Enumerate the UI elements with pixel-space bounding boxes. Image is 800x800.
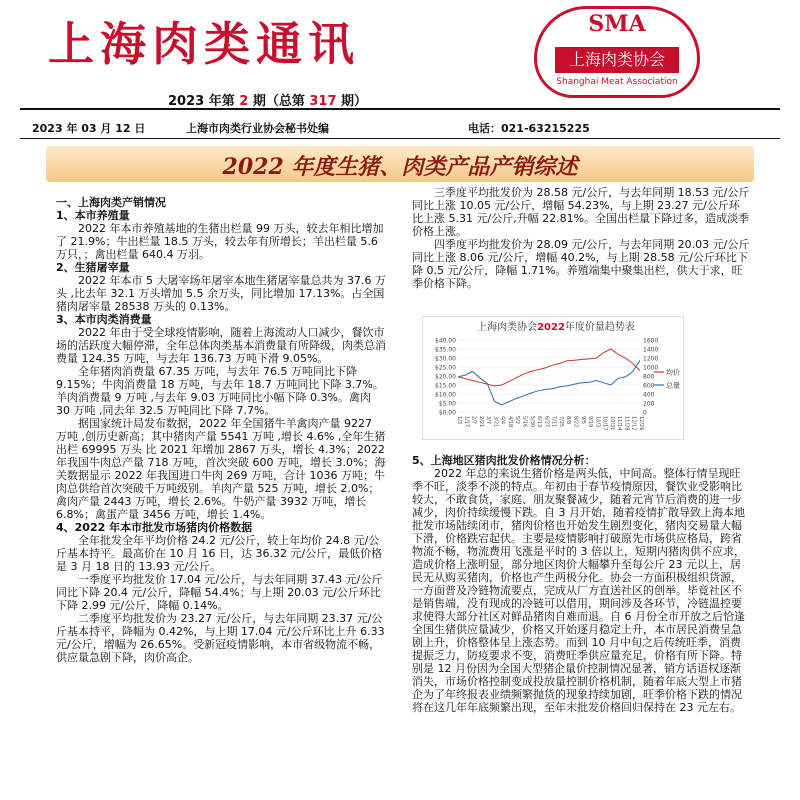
y-left-tick: $40.00: [435, 337, 456, 345]
masthead-title: 上海肉类通讯: [48, 17, 360, 71]
sma-logo: [534, 6, 700, 98]
x-tick: 11/28: [623, 416, 630, 431]
x-tick: 2/7: [470, 416, 477, 425]
y-right-tick: 1600: [643, 337, 659, 345]
paragraph: 一季度平均批发价 17.04 元/公斤，与去年同期 37.43 元/公斤同比下降 20.4 元/公斤，降幅 54.4%；与上期 20.03 元/公斤环比下降 2.99 元/公斤，降幅 0.14%。: [56, 573, 383, 612]
x-tick: 1/17: [463, 416, 470, 428]
section-heading: 3、本市肉类消费量: [56, 313, 152, 326]
x-tick: 1/3: [456, 416, 462, 425]
section-heading: 4、2022 年本市批发市场猪肉价格数据: [56, 521, 253, 534]
x-tick: 4/18: [506, 416, 513, 428]
phone: 电话：021-63215225: [468, 122, 590, 135]
logo-en: Shanghai Meat Association: [556, 77, 678, 87]
divider-top: [20, 108, 780, 110]
y-right-tick: 1000: [643, 364, 659, 372]
issue-total: 317: [309, 94, 337, 109]
x-tick: 7/25: [557, 416, 564, 428]
divider-bottom: [20, 138, 780, 139]
y-left-tick: $20.00: [435, 373, 456, 381]
legend-label: 均价: [666, 368, 680, 377]
x-tick: 5/2: [514, 416, 521, 425]
y-right-tick: 800: [643, 373, 655, 381]
section-heading: 一、上海肉类产销情况: [56, 196, 166, 209]
y-left-tick: $30.00: [435, 355, 456, 363]
x-tick: 2/21: [477, 416, 484, 428]
x-tick: 3/21: [492, 416, 499, 428]
x-tick: 8/8: [565, 416, 572, 425]
x-tick: 10/31: [608, 416, 615, 431]
logo-abbr: SMA: [588, 11, 646, 37]
paragraph: 三季度平均批发价为 28.58 元/公斤，与去年同期 18.53 元/公斤同比上涨 10.05 元/公斤，增幅 54.23%，与上期 23.27 元/公斤环比上涨 5.31 元/公斤,升幅 22.81%。全国出栏量下降过多，造成淡季价格上涨。: [412, 186, 750, 238]
y-right-tick: 0: [643, 409, 647, 417]
y-right-tick: 1400: [643, 346, 659, 354]
paragraph: 二季度平均批发价为 23.27 元/公斤，与去年同期 23.37 元/公斤基本持平，降幅为 0.42%，与上期 17.04 元/公斤环比上升 6.33 元/公斤，增幅为 26.65%。受新冠疫情影响，本市省级物流不畅，供应量急剧下降，肉价高企。: [56, 612, 385, 664]
y-right-tick: 600: [643, 382, 655, 390]
x-tick: 9/5: [579, 416, 586, 425]
chart-title: 上海肉类协会2022年度价量趋势表: [477, 322, 635, 333]
x-tick: 12/12: [630, 416, 637, 431]
y-right-tick: 400: [643, 391, 655, 399]
issue-prefix: 2023 年第: [168, 94, 235, 109]
section-heading: 2、生猪屠宰量: [56, 261, 130, 274]
x-tick: 4/4: [499, 416, 506, 425]
paragraph: 全年猪肉消费量 67.35 万吨，与去年 76.5 万吨同比下降 9.15%；牛肉消费量 18 万吨，与去年 18.7 万吨同比下降 3.7%。羊肉消费量 9 万吨 ,与去年 9.03 万吨同比小幅下降 0.3%。禽肉 30 万吨 ,同去年 32.5 万吨同比下降 7.7%。: [56, 365, 384, 417]
right-column-top: [412, 186, 750, 290]
section-heading: 1、本市养殖量: [56, 209, 130, 222]
chart-svg: [422, 316, 684, 440]
y-right-tick: 200: [643, 400, 655, 408]
x-tick: 5/16: [521, 416, 528, 428]
paragraph: 2022 年本市养殖基地的生猪出栏量 99 万头，较去年相比增加了 21.9%；牛出栏量 18.5 万头，较去年有所增长；羊出栏量 5.6 万只，；禽出栏量 640.4 万羽。: [56, 222, 384, 261]
x-tick: 10/17: [601, 416, 608, 431]
legend-label: 总量: [666, 381, 680, 390]
x-tick: 11/14: [616, 416, 623, 431]
x-tick: 8/22: [572, 416, 579, 428]
y-left-tick: $35.00: [435, 346, 456, 354]
x-tick: 7/11: [550, 416, 557, 428]
y-left-tick: $25.00: [435, 364, 456, 372]
x-tick: 9/19: [587, 416, 594, 428]
x-tick: 6/13: [536, 416, 543, 428]
y-left-tick: $10.00: [435, 391, 456, 399]
x-tick: 10/3: [594, 416, 601, 428]
issue-date: 2023 年 03 月 12 日: [32, 122, 146, 135]
y-left-tick: $5.00: [438, 400, 456, 408]
article-title: 2022 年度生猪、肉类产品产销综述: [222, 154, 578, 180]
left-column: [56, 196, 386, 664]
y-right-tick: 1200: [643, 355, 659, 363]
paragraph: 四季度平均批发价为 28.09 元/公斤，与去年同期 20.03 元/公斤同比上涨 8.06 元/公斤，增幅 40.2%，与上期 28.58 元/公斤环比下降 0.5 元/公斤，降幅 1.71%。养殖端集中聚集出栏，供大于求，旺季价格下降。: [412, 238, 750, 290]
x-tick: 3/7: [485, 416, 492, 425]
x-tick: 12/26: [638, 416, 644, 431]
paragraph: 据国家统计局发布数据，2022 年全国猪牛羊禽肉产量 9227 万吨 ,创历史新高；其中猪肉产量 5541 万吨 ,增长 4.6% ,全年生猪出栏 69995 万头 比 2021 年增加 2867 万头，增长 4.3%；2022 年我国牛肉总产量 718 万吨，首次突破 600 万吨，增长 3.0%；海关数据显示 2022 年我国进口牛肉 269 万吨，合计 1036 万吨；牛肉总供给首次突破千万吨级别。羊肉产量 525 万吨，增长 2.0%；禽肉产量 2443 万吨，增长 2.6%。牛奶产量 3932 万吨，增长 6.8%；禽蛋产量 3456 万吨，增长 1.4%。: [56, 417, 386, 521]
issue-line: [168, 90, 367, 109]
right-column-bottom: [412, 454, 750, 714]
logo-cn: 上海肉类协会: [555, 47, 679, 73]
issue-mid: 期（总第: [252, 94, 305, 109]
paragraph: 2022 年由于受全球疫情影响，随着上海流动人口减少，餐饮市场的活跃度大幅停滞，全年总体肉类基本消费量有所降级，肉类总消费量 124.35 万吨，与去年 136.73 万吨下滑 9.05%。: [56, 326, 386, 365]
paragraph: 2022 年总的来说生猪价格是两头低，中间高。整体行情呈现旺季不旺，淡季不淡的特点。年初由于春节疫情原因，餐饮业受影响比较大，不敢食货，家庭、朋友聚餐减少，随着元宵节后消费的进一步减少，肉价持续缓慢下跌。自 3 月开始，随着疫情扩散导致上海本地批发市场陆续闭市，猪肉价格也开始发生剧烈变化，猪肉交易量大幅下滑，价格跌宕起伏。主要是疫情影响打破原先市场供应格局，跨省物流不畅，物流费用飞涨是平时的 3 倍以上，短期内猪肉供不应求，造成价格上涨明显，部分地区肉价大幅攀升至每公斤 23 元以上，居民无从购买猪肉，价格也产生两极分化。协会一方面积极组织货源，一方面普及冷链物流要点，完成从厂方直送社区的创举。毕竟社区不是销售端，没有现成的冷链可以借用，期间涉及各环节，冷链温控要求使得大部分社区对鲜品猪肉自难而退。自 6 月份全市开放之后恰逢全国生猪供应量减少，价格又开始逐月稳定上升，本市居民消费呈急剧上升，价格整体呈上涨态势。而到 10 月中旬之后传统旺季，消费提振乏力，防疫要求不变，消费旺季供应量充足，价格有所下降。特别是 12 月份因为全国大型猪企量价控制情况显著，销方话语权逐渐消失，市场价格控制变成投放量控制价格机制，随着年底大型上市猪企为了年终报表业绩频繁抛货的现象持续加剧，旺季价格下跌的情况将在这几年年底频繁出现，至年末批发价格回归保持在 23 元左右。: [412, 467, 745, 714]
paragraph: 2022 年本市 5 大屠宰场年屠宰本地生猪屠宰量总共为 37.6 万头 ,比去年 32.1 万头增加 5.5 余万头，同比增加 17.13%。占全国猪肉屠宰量 28538 万头的 0.13%。: [56, 274, 386, 313]
x-tick: 5/30: [528, 416, 535, 428]
y-left-tick: $15.00: [435, 382, 456, 390]
issue-suffix: 期）: [341, 94, 368, 109]
price-volume-chart: [422, 316, 684, 440]
y-left-tick: $0.00: [438, 409, 456, 417]
issue-number: 2: [239, 94, 249, 109]
article-title-banner: [46, 146, 754, 182]
paragraph: 全年批发全年平均价格 24.2 元/公斤，较上年均价 24.8 元/公斤基本持平。最高价在 10 月 16 日，达 36.32 元/公斤，最低价格是 3 月 18 日的 13.93 元/公斤。: [56, 534, 383, 573]
section-heading: 5、上海地区猪肉批发价格情况分析：: [412, 454, 596, 467]
x-tick: 6/27: [543, 416, 550, 428]
publisher: 上海市肉类行业协会秘书处编: [186, 122, 329, 135]
